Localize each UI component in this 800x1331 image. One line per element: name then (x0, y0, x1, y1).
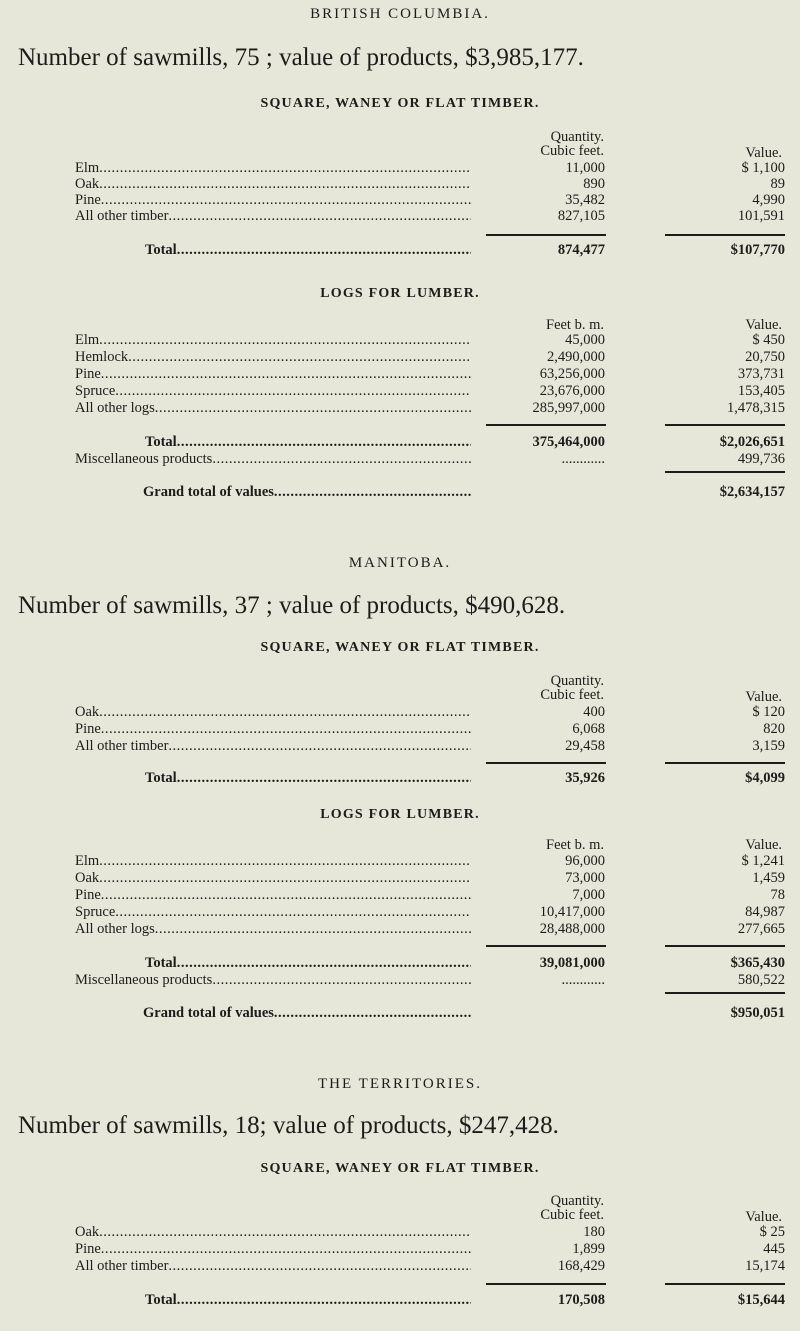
row-value: 820 (763, 721, 785, 737)
total-label: Total ..... (145, 1292, 471, 1309)
total-label: Total ..... (145, 434, 471, 451)
row-quantity: 1,899 (572, 1241, 605, 1257)
row-value: 89 (770, 176, 785, 192)
table-row (75, 208, 785, 225)
misc-row (75, 972, 785, 989)
row-label: Spruce ..... (75, 383, 471, 400)
row-value: $ 1,241 (741, 853, 785, 869)
row-label: All other timber ..... (75, 208, 471, 225)
row-quantity: 11,000 (565, 160, 605, 176)
table-row (75, 921, 785, 938)
table-row (75, 738, 785, 755)
total-quantity: 35,926 (565, 770, 605, 786)
row-quantity: 35,482 (565, 192, 605, 208)
row-value: 78 (770, 887, 785, 903)
total-value: $107,770 (730, 242, 785, 258)
mb-logs-val-head: Value. (745, 837, 782, 853)
total-row (75, 1292, 785, 1309)
table-row (75, 870, 785, 887)
terr-timber-title: SQUARE, WANEY OR FLAT TIMBER. (260, 1161, 540, 1176)
sum-rule (486, 1283, 606, 1285)
table-row (75, 160, 785, 177)
row-value: 84,987 (745, 904, 785, 920)
bc-heading: BRITISH COLUMBIA. (310, 6, 490, 22)
row-label: Oak ..... (75, 1224, 471, 1241)
sum-rule (665, 1283, 785, 1285)
table-row (75, 721, 785, 738)
row-label: Spruce ..... (75, 904, 471, 921)
sum-rule (486, 762, 606, 764)
row-label: Oak ..... (75, 704, 471, 721)
row-label: Oak ..... (75, 870, 471, 887)
sum-rule (486, 945, 606, 947)
row-value: 15,174 (745, 1258, 785, 1274)
mb-sawmills-summary: Number of sawmills, 37 ; value of products, $490,628. (18, 592, 566, 619)
table-row (75, 1241, 785, 1258)
misc-value: 499,736 (737, 451, 785, 467)
bc-sawmills-summary: Number of sawmills, 75 ; value of products, $3,985,177. (18, 44, 584, 71)
row-label: All other timber ..... (75, 738, 471, 755)
row-value: 1,478,315 (727, 400, 785, 416)
row-quantity: 827,105 (557, 208, 605, 224)
sum-rule (665, 945, 785, 947)
total-value: $365,430 (730, 955, 785, 971)
row-quantity: 73,000 (565, 870, 605, 886)
total-row (75, 955, 785, 972)
grand-total-label: Grand total of values ..... (143, 484, 471, 501)
total-row (75, 770, 785, 787)
grand-total-row (75, 484, 785, 501)
misc-quantity: ............ (561, 972, 605, 988)
sum-rule (486, 234, 606, 236)
qty-head-line2: Cubic feet. (540, 143, 604, 159)
qty-head-line1: Quantity. (550, 673, 604, 689)
terr-heading: THE TERRITORIES. (318, 1076, 482, 1092)
bc-logs-qty-head: Feet b. m. (546, 317, 604, 333)
qty-head-line1: Quantity. (550, 1193, 604, 1209)
row-label: Elm ..... (75, 332, 471, 349)
misc-quantity: ............ (561, 451, 605, 467)
row-value: 3,159 (752, 738, 785, 754)
table-row (75, 704, 785, 721)
row-value: $ 450 (752, 332, 785, 348)
sum-rule (486, 424, 606, 426)
table-row (75, 904, 785, 921)
table-row (75, 383, 785, 400)
total-label: Total ..... (145, 955, 471, 972)
bc-timber-val-head: Value. (745, 145, 782, 161)
bc-logs-title: LOGS FOR LUMBER. (320, 286, 480, 301)
table-row (75, 887, 785, 904)
row-quantity: 96,000 (565, 853, 605, 869)
row-quantity: 63,256,000 (539, 366, 605, 382)
mb-logs-title: LOGS FOR LUMBER. (320, 807, 480, 822)
row-quantity: 400 (583, 704, 605, 720)
sum-rule (665, 471, 785, 473)
terr-timber-val-head: Value. (745, 1209, 782, 1225)
grand-total-label: Grand total of values ..... (143, 1005, 471, 1022)
grand-total-value: $950,051 (730, 1005, 785, 1021)
row-value: $ 120 (752, 704, 785, 720)
row-label: Elm ..... (75, 853, 471, 870)
row-quantity: 7,000 (572, 887, 605, 903)
total-label: Total ..... (145, 242, 471, 259)
total-quantity: 874,477 (557, 242, 605, 258)
total-value: $2,026,651 (719, 434, 785, 450)
table-row (75, 176, 785, 193)
row-value: 101,591 (737, 208, 785, 224)
row-quantity: 180 (583, 1224, 605, 1240)
row-value: 445 (763, 1241, 785, 1257)
sum-rule (665, 424, 785, 426)
total-value: $15,644 (737, 1292, 785, 1308)
row-label: Pine ..... (75, 192, 471, 209)
mb-timber-qty-head (540, 674, 604, 702)
row-label: All other logs ..... (75, 400, 471, 417)
total-value: $4,099 (745, 770, 785, 786)
row-quantity: 6,068 (572, 721, 605, 737)
row-quantity: 168,429 (557, 1258, 605, 1274)
table-row (75, 192, 785, 209)
row-value: $ 25 (759, 1224, 785, 1240)
total-row (75, 434, 785, 451)
qty-head-line1: Quantity. (550, 129, 604, 145)
row-quantity: 10,417,000 (539, 904, 605, 920)
row-quantity: 28,488,000 (539, 921, 605, 937)
table-row (75, 1224, 785, 1241)
row-label: Pine ..... (75, 721, 471, 738)
row-value: $ 1,100 (741, 160, 785, 176)
table-row (75, 1258, 785, 1275)
total-quantity: 39,081,000 (539, 955, 605, 971)
grand-total-row (75, 1005, 785, 1022)
table-row (75, 853, 785, 870)
terr-timber-qty-head (540, 1194, 604, 1222)
total-label: Total ..... (145, 770, 471, 787)
row-label: Pine ..... (75, 366, 471, 383)
total-quantity: 170,508 (557, 1292, 605, 1308)
table-row (75, 332, 785, 349)
row-label: All other timber ..... (75, 1258, 471, 1275)
row-label: Pine ..... (75, 887, 471, 904)
row-value: 1,459 (752, 870, 785, 886)
table-row (75, 366, 785, 383)
row-value: 153,405 (737, 383, 785, 399)
sum-rule (665, 234, 785, 236)
row-quantity: 23,676,000 (539, 383, 605, 399)
bc-timber-title: SQUARE, WANEY OR FLAT TIMBER. (260, 96, 540, 111)
misc-label: Miscellaneous products ..... (75, 451, 471, 468)
row-quantity: 45,000 (565, 332, 605, 348)
terr-sawmills-summary: Number of sawmills, 18; value of products, $247,428. (18, 1112, 559, 1139)
qty-head-line2: Cubic feet. (540, 687, 604, 703)
row-value: 4,990 (752, 192, 785, 208)
misc-row (75, 451, 785, 468)
sum-rule (665, 762, 785, 764)
row-label: Oak ..... (75, 176, 471, 193)
total-row (75, 242, 785, 259)
row-value: 20,750 (745, 349, 785, 365)
mb-timber-val-head: Value. (745, 689, 782, 705)
row-quantity: 29,458 (565, 738, 605, 754)
row-quantity: 285,997,000 (532, 400, 605, 416)
qty-head-line2: Cubic feet. (540, 1207, 604, 1223)
total-quantity: 375,464,000 (532, 434, 605, 450)
table-row (75, 400, 785, 417)
sum-rule (665, 992, 785, 994)
row-label: Hemlock ..... (75, 349, 471, 366)
bc-timber-qty-head (540, 130, 604, 158)
misc-label: Miscellaneous products ..... (75, 972, 471, 989)
misc-value: 580,522 (737, 972, 785, 988)
row-quantity: 890 (583, 176, 605, 192)
row-value: 277,665 (737, 921, 785, 937)
row-label: Elm ..... (75, 160, 471, 177)
row-label: Pine ..... (75, 1241, 471, 1258)
grand-total-value: $2,634,157 (719, 484, 785, 500)
mb-heading: MANITOBA. (348, 555, 452, 571)
mb-timber-title: SQUARE, WANEY OR FLAT TIMBER. (260, 640, 540, 655)
row-value: 373,731 (737, 366, 785, 382)
bc-logs-val-head: Value. (745, 317, 782, 333)
row-quantity: 2,490,000 (547, 349, 605, 365)
row-label: All other logs ..... (75, 921, 471, 938)
table-row (75, 349, 785, 366)
mb-logs-qty-head: Feet b. m. (546, 837, 604, 853)
